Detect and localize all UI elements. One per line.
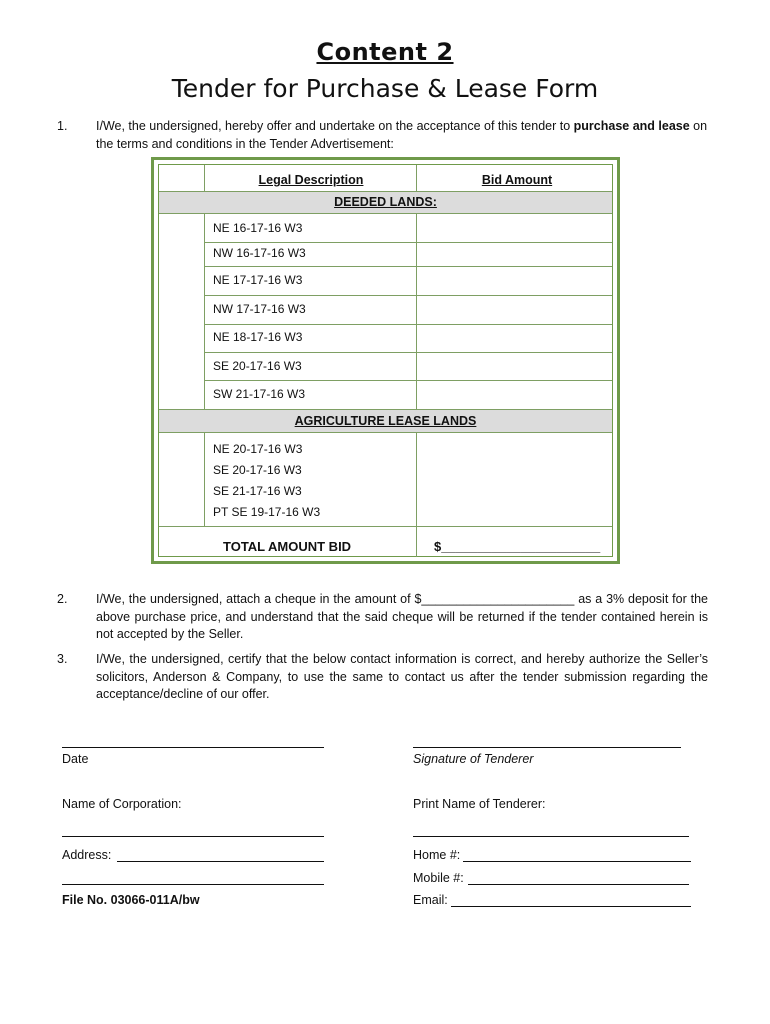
print-name-line[interactable]	[413, 836, 689, 837]
divider	[204, 352, 612, 353]
divider	[159, 526, 612, 527]
lease-land-4: PT SE 19-17-16 W3	[213, 505, 321, 519]
deeded-land-1: NE 16-17-16 W3	[213, 221, 303, 235]
divider	[416, 165, 417, 192]
item-3-number: 3.	[57, 652, 68, 666]
date-label: Date	[62, 752, 89, 766]
lease-land-3: SE 21-17-16 W3	[213, 484, 302, 498]
divider	[204, 433, 205, 526]
lease-lands-header: AGRICULTURE LEASE LANDS	[159, 410, 612, 432]
col-bid-amount: Bid Amount	[481, 173, 553, 187]
deeded-land-7: SW 21-17-16 W3	[213, 387, 306, 401]
date-line[interactable]	[62, 747, 324, 748]
total-amount-label: TOTAL AMOUNT BID	[223, 539, 352, 554]
file-number: File No. 03066-011A/bw	[62, 893, 200, 907]
address-line-2[interactable]	[62, 884, 324, 885]
item-1-text-after: on the terms and conditions in the Tender Advertisement:	[96, 119, 708, 151]
item-3-text: I/We, the undersigned, certify that the below contact information is correct, and hereby authorize the Seller’s solicitors, Anderson & Company, to use the same to contact us after the tender submission regarding the acceptance/decline of our offer.	[96, 652, 708, 701]
deeded-land-4: NW 17-17-16 W3	[213, 302, 306, 316]
signature-label: Signature of Tenderer	[413, 752, 534, 766]
divider	[204, 295, 612, 296]
home-phone-label: Home #:	[413, 848, 461, 862]
mobile-label: Mobile #:	[413, 871, 464, 885]
signature-line[interactable]	[413, 747, 681, 748]
deeded-land-6: SE 20-17-16 W3	[213, 359, 302, 373]
print-name-label: Print Name of Tenderer:	[413, 797, 546, 811]
item-1-text	[96, 118, 718, 153]
form-title: Content 2	[316, 38, 454, 66]
address-label: Address:	[62, 848, 112, 862]
item-1-number: 1.	[57, 119, 68, 133]
divider	[159, 213, 612, 214]
divider	[204, 380, 612, 381]
deeded-land-5: NE 18-17-16 W3	[213, 330, 303, 344]
divider	[204, 165, 205, 192]
deeded-lands-header: DEEDED LANDS:	[159, 192, 612, 213]
deeded-land-2: NW 16-17-16 W3	[213, 246, 306, 260]
divider	[204, 324, 612, 325]
item-1-text-bold: purchase and lease	[573, 119, 690, 133]
home-phone-line[interactable]	[463, 861, 691, 862]
mobile-line[interactable]	[468, 884, 689, 885]
lease-land-1: NE 20-17-16 W3	[213, 442, 303, 456]
col-legal-description: Legal Description	[258, 173, 364, 187]
bid-table	[151, 157, 620, 564]
email-label: Email:	[413, 893, 448, 907]
corporation-line[interactable]	[62, 836, 324, 837]
item-2-text: I/We, the undersigned, attach a cheque in the amount of $______________________ as a 3% deposit for the above purchase price, and understand that the said cheque will be returned if the tender contained herein is not accepted by the Seller.	[96, 592, 708, 641]
corporation-label: Name of Corporation:	[62, 797, 182, 811]
item-2-number: 2.	[57, 592, 68, 606]
total-amount-field[interactable]: $______________________	[434, 539, 601, 554]
divider	[159, 432, 612, 433]
divider	[416, 433, 417, 557]
divider	[204, 266, 612, 267]
form-subtitle: Tender for Purchase & Lease Form	[171, 74, 599, 103]
lease-land-2: SE 20-17-16 W3	[213, 463, 302, 477]
bid-table-inner	[158, 164, 613, 557]
divider	[204, 242, 612, 243]
address-line[interactable]	[117, 861, 324, 862]
deeded-land-3: NE 17-17-16 W3	[213, 273, 303, 287]
item-1-text-before: I/We, the undersigned, hereby offer and undertake on the acceptance of this tender to	[96, 119, 574, 133]
email-line[interactable]	[451, 906, 691, 907]
